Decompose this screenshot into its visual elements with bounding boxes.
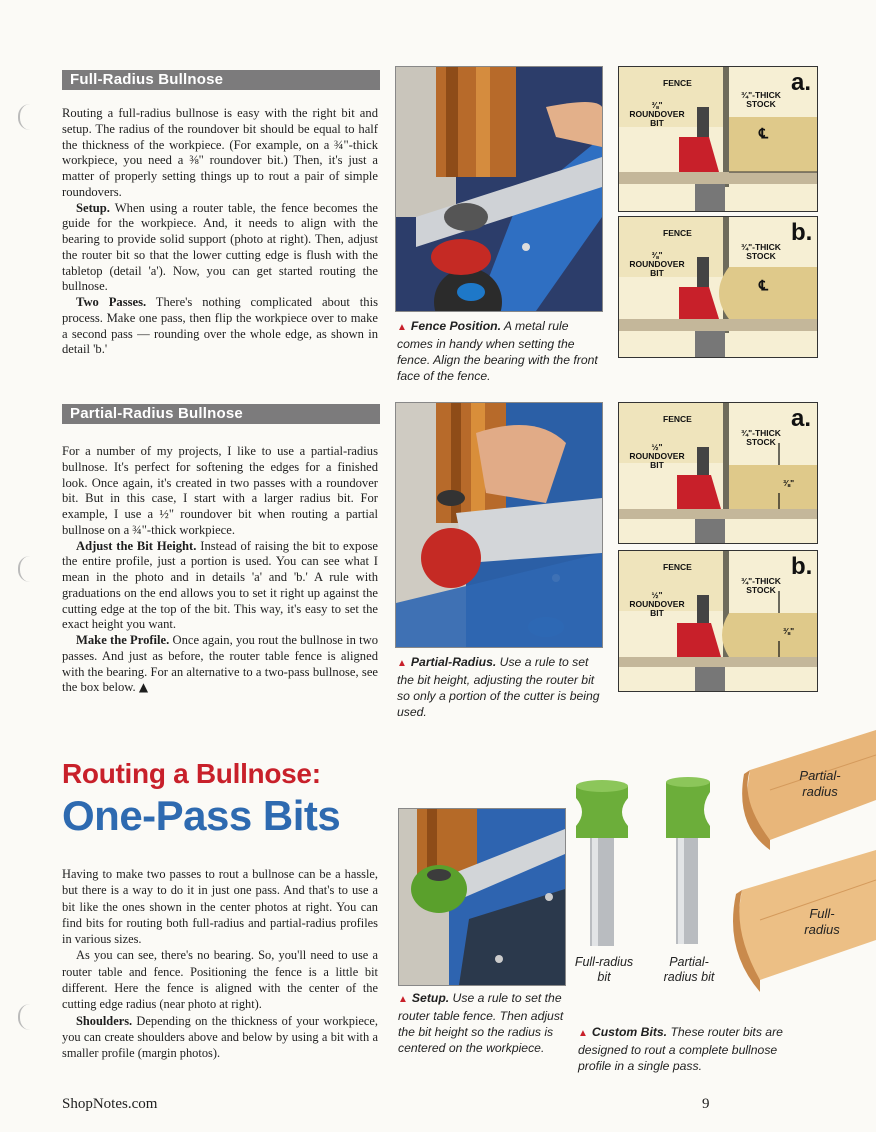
- page-number: 9: [702, 1096, 710, 1112]
- detail-b-diagram: [618, 216, 818, 358]
- photo-illustration: [396, 403, 602, 647]
- detail-a-diagram: [618, 66, 818, 212]
- detail-letter: b.: [791, 553, 813, 580]
- fence-label: FENCE: [663, 414, 692, 424]
- custom-bits-caption: ▲ Custom Bits. These router bits are designed to rout a complete bullnose profile in a single pass.: [578, 1025, 783, 1073]
- run-in-head: Two Passes.: [76, 295, 147, 309]
- stock-label: ¾"-THICK STOCK: [741, 576, 781, 595]
- detail-letter: a.: [791, 405, 812, 432]
- paragraph: Shoulders. Depending on the thickness of your workpiece, you can create shoulders above and below by using a bit with a smaller profile (margin photos).: [62, 1013, 378, 1061]
- detail-a-diagram: [618, 402, 818, 544]
- dimension-label: ⅜": [783, 626, 795, 636]
- bit-label: ½" ROUNDOVER BIT: [629, 442, 685, 470]
- bit-label: ⅜" ROUNDOVER BIT: [629, 100, 685, 128]
- setup-photo: [398, 808, 566, 986]
- caption-triangle-icon: ▲: [578, 1028, 588, 1039]
- run-in-head: Make the Profile.: [76, 633, 170, 647]
- sidebar-subheading: One-Pass Bits: [62, 792, 341, 839]
- paragraph: Having to make two passes to rout a bullnose can be a hassle, but there is a way to do it in just one pass. And that's to use a bit like the ones shown in the center photos at right. You can find bits for routing both full-radius and partial-radius profiles in various sizes.: [62, 867, 378, 947]
- section-title: Partial-Radius Bullnose: [70, 405, 243, 422]
- centerline-mark: ℄: [759, 277, 768, 293]
- photo-illustration: [399, 809, 565, 985]
- detail-letter: b.: [791, 219, 813, 246]
- bit-label: ⅜" ROUNDOVER BIT: [629, 250, 685, 278]
- paragraph: Adjust the Bit Height. Instead of raising the bit to expose the entire profile, just a portion is used. You can see what I mean in the photo and in details 'a' and 'b.' A rule with graduations on the end allows you to set it right up against the cutting edge at the top of the bit. This way, it's easy to set the exact height you want.: [62, 538, 378, 632]
- binder-hole-mark: [18, 1004, 38, 1030]
- stock-label: ¾"-THICK STOCK: [741, 242, 781, 261]
- run-in-head: Setup.: [76, 200, 110, 215]
- fence-label: FENCE: [663, 562, 692, 572]
- paragraph: Setup. When using a router table, the fence becomes the guide for the workpiece. And, it needs to align with the bearing to provide solid support (photo at right). Then, adjust the router bit so that the lower cutting edge is flush with the tabletop (detail 'a'). Now, you can get started routing the bullnose.: [62, 200, 378, 294]
- full-radius-bit-label: Full-radius bit: [574, 955, 634, 984]
- stock-label: ¾"-THICK STOCK: [741, 90, 781, 109]
- full-radius-wood-label: Full-radius: [804, 906, 840, 937]
- binder-hole-mark: [18, 556, 38, 582]
- dimension-label: ⅜": [783, 478, 795, 488]
- diagram-drawing: [619, 403, 817, 543]
- section2-body: [62, 444, 378, 696]
- diagram-drawing: [619, 217, 817, 357]
- fence-label: FENCE: [663, 78, 692, 88]
- stock-label: ¾"-THICK STOCK: [741, 428, 781, 447]
- diagram-drawing: [619, 551, 817, 691]
- binder-hole-mark: [18, 104, 38, 130]
- caption-triangle-icon: ▲: [397, 658, 407, 669]
- footer-site: ShopNotes.com: [62, 1096, 158, 1112]
- run-in-head: Shoulders.: [76, 1013, 133, 1028]
- bit-label: ½" ROUNDOVER BIT: [629, 590, 685, 618]
- run-in-head: Adjust the Bit Height.: [76, 538, 197, 553]
- fence-label: FENCE: [663, 228, 692, 238]
- photo-illustration: [396, 67, 602, 311]
- detail-letter: a.: [791, 69, 812, 96]
- partial-radius-wood-label: Partial-radius: [799, 768, 841, 799]
- partial-radius-caption: ▲ Partial-Radius. Use a rule to set the bit height, adjusting the router bit so only a portion of the cutter is being used.: [397, 655, 600, 719]
- fence-position-photo: [395, 66, 603, 312]
- setup-caption: ▲ Setup. Use a rule to set the router table fence. Then adjust the bit height so the radius is centered on the workpiece.: [398, 991, 564, 1055]
- section3-body: [62, 866, 378, 1062]
- section1-body: [62, 106, 378, 358]
- paragraph: Routing a full-radius bullnose is easy with the right bit and setup. The radius of the roundover bit should be equal to half the thickness of the workpiece. (For example, on a ¾"-thick workpiece, you need a ⅜" roundover bit.) Then, it's just a matter of properly setting things up to rout a pair of simple roundovers.: [62, 106, 378, 199]
- partial-radius-photo: [395, 402, 603, 648]
- one-pass-bits-photo: [570, 768, 730, 952]
- sidebar-heading: Routing a Bullnose:: [62, 758, 321, 789]
- section-banner-full-radius: [62, 70, 380, 90]
- fence-position-caption: ▲ Fence Position. A metal rule comes in handy when setting the fence. Align the bearing with the front face of the fence.: [397, 319, 598, 383]
- caption-triangle-icon: ▲: [398, 994, 408, 1005]
- partial-radius-bit-label: Partial-radius bit: [663, 955, 715, 984]
- caption-triangle-icon: ▲: [397, 322, 407, 333]
- paragraph: Make the Profile. Once again, you rout the bullnose in two passes. And just as before, the router table fence is aligned with the bearing. For an alternative to a two-pass bullnose, see the box below. ▲: [62, 633, 378, 695]
- full-radius-bit-icon: [576, 780, 628, 946]
- section-banner-partial-radius: [62, 404, 380, 424]
- paragraph: Two Passes. There's nothing complicated about this process. Make one pass, then flip the workpiece over to make a second pass — rounding over the whole edge, as shown in detail 'b.': [62, 295, 378, 357]
- paragraph: As you can see, there's no bearing. So, you'll need to use a router table and fence. Positioning the fence is a little bit different. Here the fence is aligned with the center of the cutting edge radius (near photo at right).: [62, 948, 378, 1012]
- end-mark-icon: ▲: [138, 680, 149, 695]
- section-title: Full-Radius Bullnose: [70, 71, 224, 88]
- partial-radius-bit-icon: [666, 777, 710, 944]
- diagram-drawing: [619, 67, 817, 211]
- centerline-mark: ℄: [759, 125, 768, 141]
- detail-b-diagram: [618, 550, 818, 692]
- paragraph: For a number of my projects, I like to use a partial-radius bullnose. It's perfect for softening the edges for a finished look. Once again, it's created in two passes with a roundover bit. But in this case, I start with a larger radius bit. For example, I use a ½" roundover bit when routing a partial bullnose on a ¾"-thick workpiece.: [62, 444, 378, 537]
